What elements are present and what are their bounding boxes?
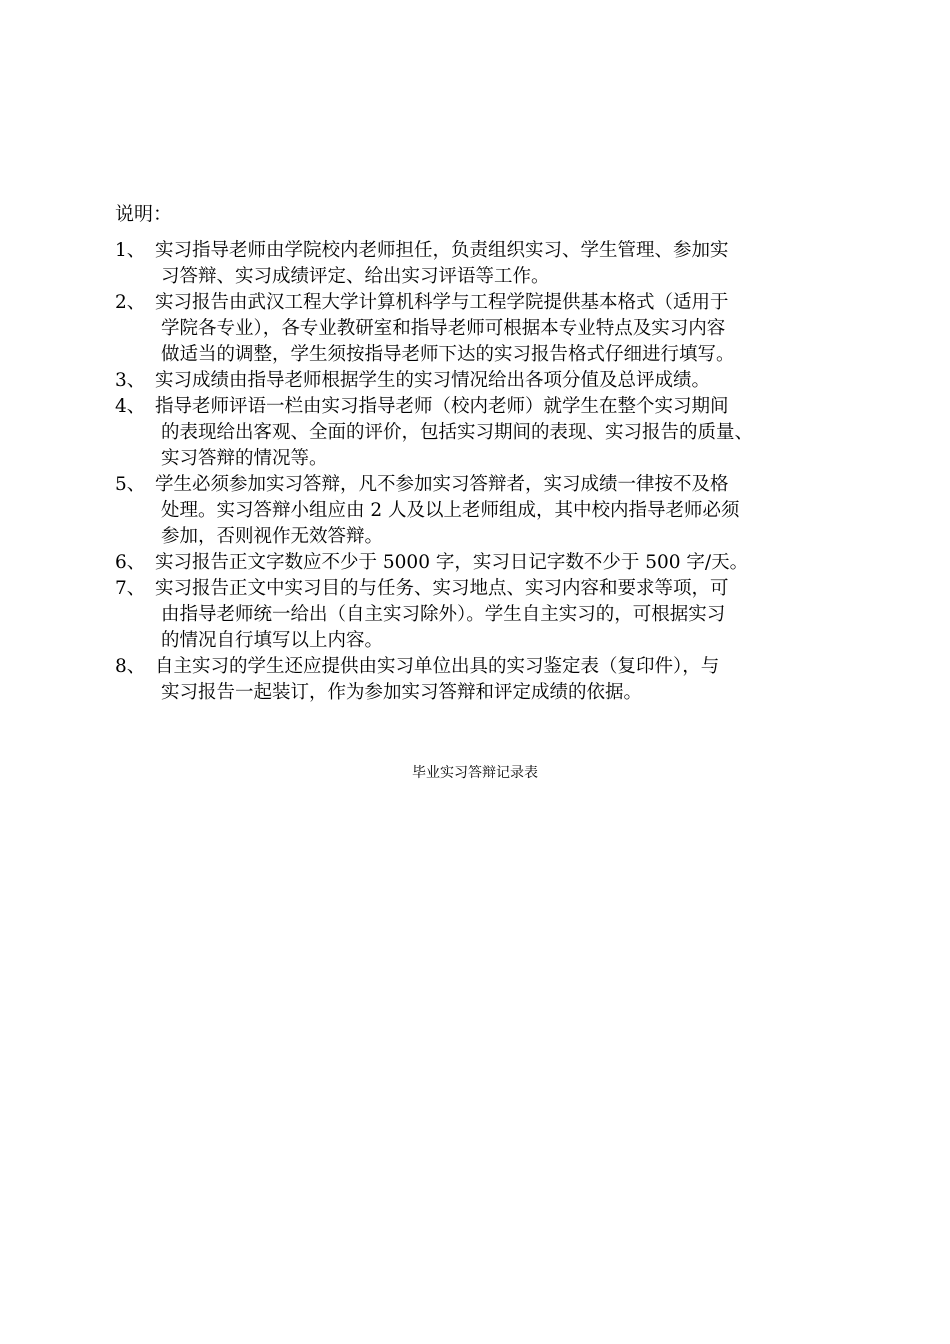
- note-number: 2、: [115, 292, 146, 313]
- note-item: [115, 472, 875, 550]
- note-line: 实习成绩由指导老师根据学生的实习情况给出各项分值及总评成绩。: [155, 370, 711, 391]
- note-text: [155, 238, 875, 290]
- note-number: 4、: [115, 396, 146, 417]
- note-item: [115, 394, 875, 472]
- note-number: 3、: [115, 370, 146, 391]
- note-number: 1、: [115, 240, 146, 261]
- record-table-title: 毕业实习答辩记录表: [412, 765, 538, 781]
- note-text: [155, 550, 875, 576]
- note-text: [155, 472, 875, 550]
- note-line: 由指导老师统一给出（自主实习除外）。学生自主实习的，可根据实习: [161, 604, 726, 625]
- note-item: [115, 550, 875, 576]
- note-line: 实习报告正文中实习目的与任务、实习地点、实习内容和要求等项，可: [155, 578, 729, 599]
- note-line: 学生必须参加实习答辩，凡不参加实习答辩者，实习成绩一律按不及格: [155, 474, 729, 495]
- note-line: 实习报告正文字数应不少于 5000 字，实习日记字数不少于 500 字/天。: [155, 552, 749, 573]
- note-item: [115, 368, 875, 394]
- note-line: 做适当的调整，学生须按指导老师下达的实习报告格式仔细进行填写。: [161, 344, 735, 365]
- note-text: [155, 290, 875, 368]
- notes-list: [115, 238, 875, 706]
- note-text: [155, 576, 875, 654]
- note-number: 8、: [115, 656, 146, 677]
- note-line: 实习指导老师由学院校内老师担任，负责组织实习、学生管理、参加实: [155, 240, 729, 261]
- note-text: [155, 394, 875, 472]
- note-line: 实习答辩的情况等。: [161, 448, 328, 469]
- note-item: [115, 238, 875, 290]
- note-line: 指导老师评语一栏由实习指导老师（校内老师）就学生在整个实习期间: [155, 396, 729, 417]
- note-text: [155, 368, 875, 394]
- note-item: [115, 576, 875, 654]
- note-line: 的情况自行填写以上内容。: [161, 630, 384, 651]
- note-line: 自主实习的学生还应提供由实习单位出具的实习鉴定表（复印件），与: [155, 656, 720, 677]
- note-item: [115, 290, 875, 368]
- note-line: 参加，否则视作无效答辩。: [161, 526, 384, 547]
- note-line: 学院各专业），各专业教研室和指导老师可根据本专业特点及实习内容: [161, 318, 726, 339]
- note-number: 6、: [115, 552, 146, 573]
- note-line: 处理。实习答辩小组应由 2 人及以上老师组成，其中校内指导老师必须: [161, 500, 740, 521]
- note-line: 的表现给出客观、全面的评价，包括实习期间的表现、实习报告的质量、: [161, 422, 754, 443]
- note-number: 5、: [115, 474, 146, 495]
- note-line: 实习报告由武汉工程大学计算机科学与工程学院提供基本格式（适用于: [155, 292, 729, 313]
- note-line: 实习报告一起装订，作为参加实习答辩和评定成绩的依据。: [161, 682, 643, 703]
- note-text: [155, 654, 875, 706]
- note-line: 习答辩、实习成绩评定、给出实习评语等工作。: [161, 266, 550, 287]
- note-number: 7、: [115, 578, 146, 599]
- notes-heading: 说明：: [115, 203, 173, 225]
- note-item: [115, 654, 875, 706]
